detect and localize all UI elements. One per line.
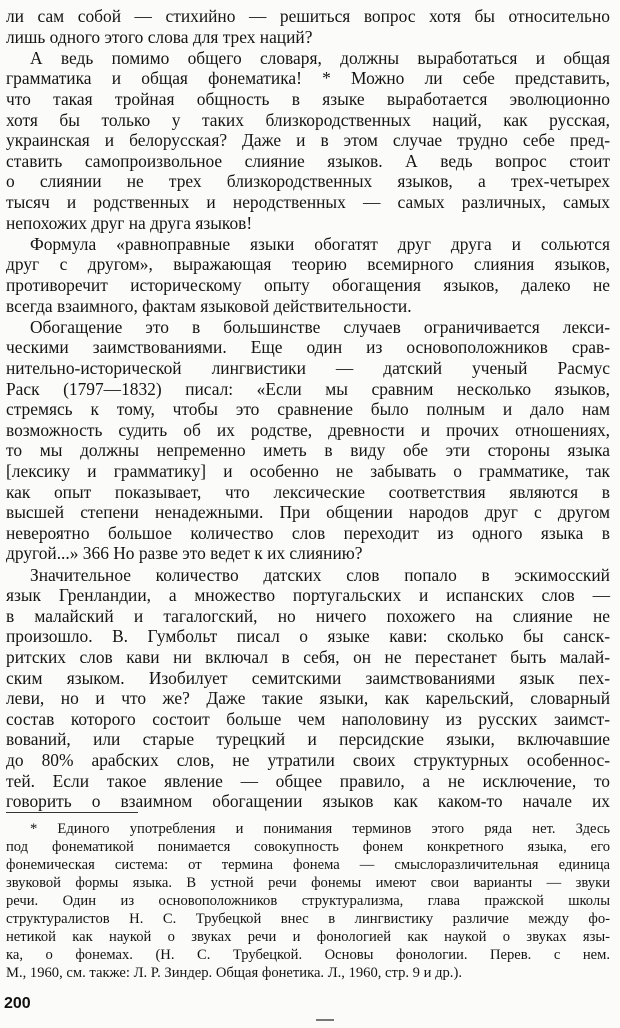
text-line: до 80% арабских слов, не утратили своих структурных особеннос- [6,750,610,770]
text-line: Значительное количество датских слов попало в эскимосский [30,564,610,585]
footnote-line: речи. Один из основоположников структурализма, глава пражской школы [6,893,610,909]
footnote-line: М., 1960, см. также: Л. Р. Зиндер. Общая фонетика. Л., 1960, стр. 9 и др.). [6,965,462,981]
text-line: вований, или старые турецкий и персидские языки, включавшие [6,729,610,750]
print-mark [316,1019,334,1021]
text-line: Обогащение это в большинстве случаев ограничивается лекси- [30,316,610,337]
text-line: что такая тройная общность в языке выработается эволюционно [6,89,610,109]
text-line: ским языком. Изобилует семитскими заимствованиями язык пех- [6,667,610,688]
text-line: говорить о взаимном обогащении языков как каком-то начале их [6,791,610,812]
text-line: ческими заимствованиями. Еще один из основоположников срав- [6,337,610,358]
page-number: 200 [4,995,31,1012]
footnote-line: ка, о фонемах. (Н. С. Трубецкой. Основы фонологии. Перев. с нем. [6,947,610,963]
footnote-divider [6,812,138,813]
text-line: грамматика и общая фонематика! * Можно ли себе представить, [6,68,610,89]
text-line: в малайский и тагалогский, но ничего похожего на слияние не [6,605,610,626]
footnote [6,820,610,980]
text-line: язык Гренландии, а множество португальских и испанских слов — [6,585,610,606]
text-line: Формула «равноправные языки обогатят друг друга и сольются [30,233,610,254]
text-line: ставить самопроизвольное слияние языков. А ведь вопрос стоит [6,150,610,171]
text-line: о слиянии не трех близкородственных языков, а трех-четырех [6,171,610,192]
footnote-line: фонемическая система: от термина фонема — смыслоразличительная единица [6,857,610,873]
text-line: то мы должны непременно иметь в виду обе эти стороны языка [6,440,610,461]
text-line: другой...» 366 Но разве это ведет к их слиянию? [6,543,363,564]
text-line: ли сам собой — стихийно — решиться вопрос хотя бы относительно [6,6,610,26]
text-line: Раск (1797—1832) писал: «Если мы сравним несколько языков, [6,378,610,399]
text-line: А ведь помимо общего словаря, должны выработаться и общая [30,47,610,68]
footnote-line: структуралистов Н. С. Трубецкой внес в лингвистику различие между фо- [6,911,610,927]
text-line: [лексику и грамматику] и особенно не забывать о грамматике, так [6,461,610,481]
text-line: леви, но и что же? Даже такие языки, как карельский, словарный [6,688,610,709]
text-line: ритских слов кави ни включал в себя, он не перестанет быть малай- [6,647,610,667]
text-line: лишь одного этого слова для трех наций? [6,26,313,47]
text-line: произошло. В. Гумбольт писал о языке кави: сколько бы санск- [6,626,610,647]
text-line: высшей степени ненадежными. При общении народов друг с другом [6,502,610,523]
text-line: тысяч и родственных и неродственных — самых различных, самых [6,192,610,212]
text-line: невероятно большое количество слов переходит из одного языка в [6,522,610,543]
text-line: непохожих друг на друга языков! [6,212,253,233]
text-line: стремясь к тому, чтобы это сравнение было полным и дало нам [6,399,610,420]
text-line: нительно-исторической лингвистики — датский ученый Расмус [6,358,610,378]
footnote-line: * Единого употребления и понимания терминов этого ряда нет. Здесь [30,821,610,837]
text-line: как опыт показывает, что лексические соответствия являются в [6,481,610,502]
text-line: украинская и белорусская? Даже и в этом случае трудно себе пред- [6,130,610,151]
text-line: всегда взаимного, фактам языковой действительности. [6,295,412,316]
text-line: состав которого состоит больше чем наполовину из русских заимст- [6,708,610,729]
footnote-line: под фонематикой понимается совокупность фонем конкретного языка, его [6,839,610,855]
text-line: возможность судить об их родстве, древности и прочих отношениях, [6,419,610,440]
text-line: противоречит историческому опыту обогащения языков, далеко не [6,275,610,295]
text-line: друг с другом», выражающая теорию всемирного слияния языков, [6,254,610,275]
footnote-line: звуковой формы языка. В устной речи фонемы имеют свои варианты — звуки [6,875,610,891]
text-line: хотя бы только у таких близкородственных наций, как русская, [6,109,610,130]
text-line: тей. Если такое явление — общее правило, а не исключение, то [6,770,610,791]
footnote-line: нетикой как наукой о звуках речи и фонологией как наукой о звуках язы- [6,929,610,945]
